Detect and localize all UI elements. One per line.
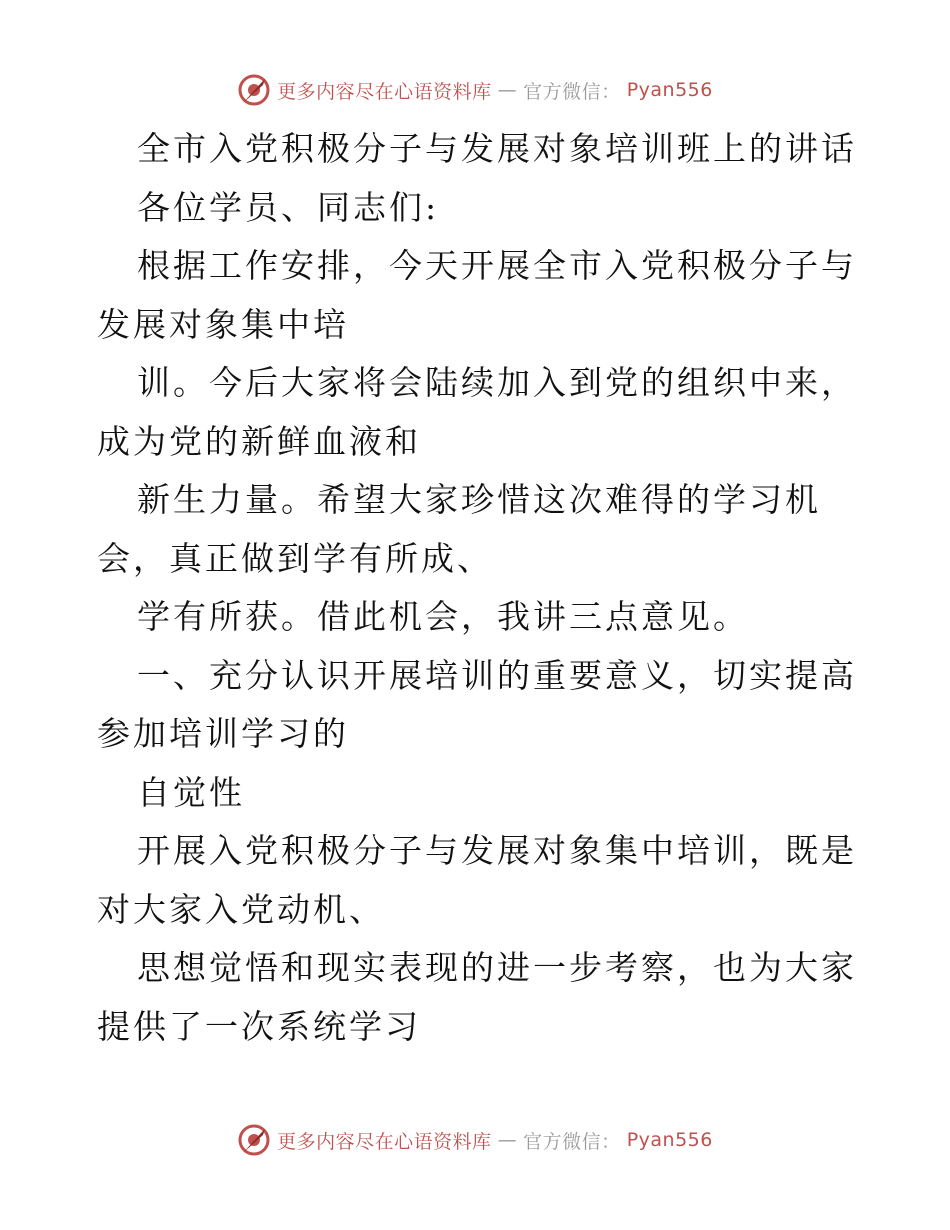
document-body [97,120,857,1056]
section-heading-continued: 自觉性 [137,772,245,812]
body-line: 开展入党积极分子与发展对象集中培训，既是对大家入党动机、 [97,831,857,929]
body-line: 根据工作安排，今天开展全市入党积极分子与发展对象集中培 [97,246,857,344]
watermark-wechat-id: Pyan556 [626,1129,713,1151]
body-line: 新生力量。希望大家珍惜这次难得的学习机会，真正做到学有所成、 [97,480,821,578]
footer-watermark [0,1120,950,1160]
watermark-separator: — [497,1129,518,1151]
quill-logo-icon [237,73,271,107]
watermark-wechat-label: 官方微信： [523,1130,621,1153]
section-heading: 一、充分认识开展培训的重要意义，切实提高参加培训学习的 [97,655,857,753]
watermark-wechat-label: 官方微信： [523,80,621,103]
watermark-wechat-id: Pyan556 [626,79,713,101]
body-line: 思想觉悟和现实表现的进一步考察，也为大家提供了一次系统学习 [97,948,857,1046]
header-watermark [0,70,950,110]
watermark-separator: — [497,79,518,101]
watermark-text: 更多内容尽在心语资料库 [277,80,492,103]
salutation: 各位学员、同志们: [137,187,440,227]
document-title: 全市入党积极分子与发展对象培训班上的讲话 [137,129,857,168]
quill-logo-icon [237,1123,271,1157]
watermark-text: 更多内容尽在心语资料库 [277,1130,492,1153]
body-line: 学有所获。借此机会，我讲三点意见。 [137,597,749,636]
body-line: 训。今后大家将会陆续加入到党的组织中来，成为党的新鲜血液和 [97,363,857,461]
